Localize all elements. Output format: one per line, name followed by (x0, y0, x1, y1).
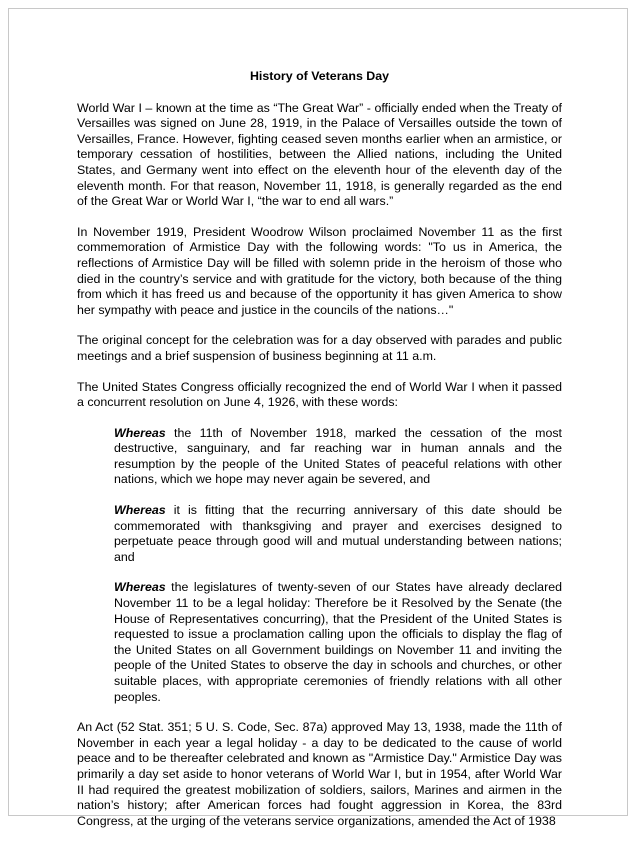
resolution-clause-2 (114, 503, 562, 565)
whereas-keyword: Whereas (114, 503, 166, 518)
resolution-clause-3 (114, 580, 562, 705)
resolution-clause-text: the 11th of November 1918, marked the cessation of the most destructive, sanguinary, and far reaching war in human annals and the resumption by the people of the United States of peaceful relations with other nations, which we hope may never again be severed, and (114, 425, 562, 487)
paragraph-original-concept: The original concept for the celebration was for a day observed with parades and public meetings and a brief suspension of business beginning at 11 a.m. (77, 333, 562, 363)
paragraph-armistice-act-1938: An Act (52 Stat. 351; 5 U. S. Code, Sec. 87a) approved May 13, 1938, made the 11th of November in each year a legal holiday - a day to be dedicated to the cause of world peace and to be thereafter celebrated and known as "Armistice Day." Armistice Day was primarily a day set aside to honor veterans of World War I, but in 1954, after World War II had required the greatest mobilization of soldiers, sailors, Marines and airmen in the nation’s history; after American forces had fought aggression in Korea, the 83rd Congress, at the urging of the veterans service organizations, amended the Act of 1938 (77, 720, 562, 828)
whereas-keyword: Whereas (114, 580, 166, 595)
document-body (77, 69, 562, 844)
resolution-clause-text: the legislatures of twenty-seven of our States have already declared November 11 to be a legal holiday: Therefore be it Resolved by the Senate (the House of Representatives concurring), that the President of the United States is requested to issue a proclamation calling upon the officials to display the flag of the United States on all Government buildings on November 11 and inviting the people of the United States to observe the day in schools and churches, or other suitable places, with appropriate ceremonies of friendly relations with all other peoples. (114, 580, 562, 704)
paragraph-wilson-proclamation: In November 1919, President Woodrow Wilson proclaimed November 11 as the first commemoration of Armistice Day with the following words: "To us in America, the reflections of Armistice Day will be filled with solemn pride in the heroism of those who died in the country’s service and with gratitude for the victory, both because of the thing from which it has freed us and because of the opportunity it has given America to show her sympathy with peace and justice in the councils of the nations…" (77, 224, 562, 317)
resolution-clause-text: it is fitting that the recurring anniversary of this date should be commemorated with thanksgiving and prayer and exercises designed to perpetuate peace through good will and mutual understanding between nations; and (114, 503, 562, 564)
paragraph-congress-resolution: The United States Congress officially recognized the end of World War I when it passed a concurrent resolution on June 4, 1926, with these words: (77, 379, 562, 410)
page-title: History of Veterans Day (249, 69, 390, 83)
whereas-keyword: Whereas (114, 425, 166, 440)
resolution-clause-1 (114, 426, 562, 488)
paragraph-end-of-wwi: World War I – known at the time as “The Great War” - officially ended when the Treaty of Versailles was signed on June 28, 1919, in the Palace of Versailles outside the town of Versailles, France. However, fighting ceased seven months earlier when an armistice, or temporary cessation of hostilities, between the Allied nations, including the United States, and Germany went into effect on the eleventh hour of the eleventh day of the eleventh month. For that reason, November 11, 1918, is generally regarded as the end of the Great War or World War I, “the war to end all wars.” (77, 100, 562, 209)
